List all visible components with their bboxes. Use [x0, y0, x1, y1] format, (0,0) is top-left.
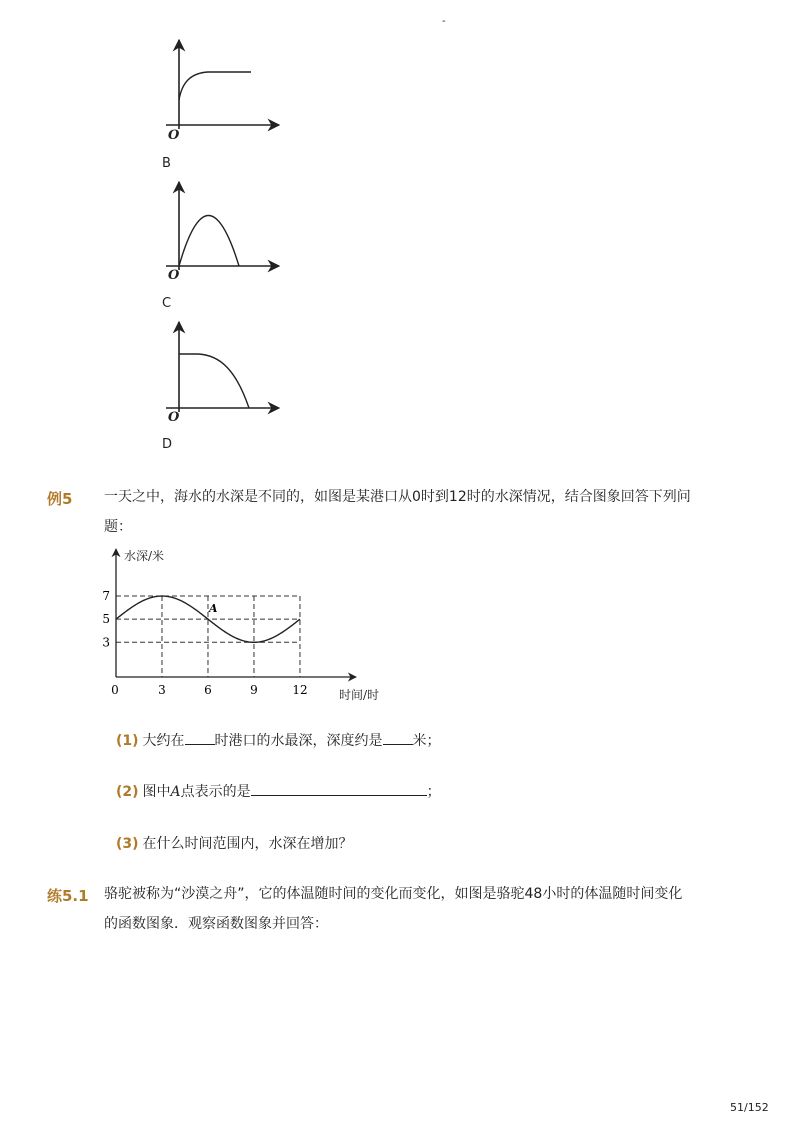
- question-2-end: ；: [426, 784, 441, 800]
- question-3: [116, 833, 353, 853]
- point-a-label: A: [208, 602, 218, 616]
- option-d-label: D: [162, 437, 173, 452]
- question-1: [116, 730, 441, 750]
- x-tick-9: 9: [250, 683, 258, 697]
- chart-y-label: 水深/米: [124, 549, 165, 563]
- example-5-tag: 例5: [47, 490, 73, 508]
- header-mark: -: [442, 16, 446, 27]
- option-d-graph: [158, 318, 284, 418]
- option-c-label: C: [162, 296, 172, 311]
- question-2-pre: 图中: [142, 784, 171, 800]
- option-d-origin: O: [168, 410, 180, 425]
- chart-gridlines: [116, 596, 300, 677]
- x-tick-6: 6: [204, 683, 212, 697]
- question-1-text-c: 米；: [412, 733, 441, 749]
- question-2: [116, 781, 441, 801]
- question-2-num: (2): [116, 784, 139, 800]
- practice-5-1-tag: 练5.1: [47, 887, 89, 905]
- water-depth-chart: [100, 545, 400, 707]
- x-tick-12: 12: [292, 683, 308, 697]
- example-5-text: [104, 482, 744, 542]
- question-1-text-b: 时港口的水最深，深度约是: [214, 733, 383, 749]
- example-5-line2: 题：: [104, 519, 132, 535]
- x-tick-3: 3: [158, 683, 166, 697]
- question-1-num: (1): [116, 733, 139, 749]
- option-b-label: B: [162, 156, 171, 171]
- question-3-text: 在什么时间范围内，水深在增加？: [142, 836, 353, 852]
- page-number: 51/152: [730, 1101, 769, 1114]
- chart-x-label: 时间/时: [339, 688, 380, 702]
- option-b-origin: O: [168, 128, 180, 143]
- answer-blank-1b[interactable]: [383, 730, 413, 745]
- question-3-num: (3): [116, 836, 139, 852]
- y-tick-7: 7: [102, 589, 110, 604]
- x-tick-0: 0: [111, 683, 119, 697]
- practice-line2: 的函数图象．观察函数图象并回答：: [104, 916, 328, 932]
- question-2-post: 点表示的是: [180, 784, 251, 800]
- y-tick-5: 5: [102, 612, 110, 627]
- chart-labels: [102, 589, 307, 697]
- y-tick-3: 3: [102, 635, 110, 650]
- example-5-line1: 一天之中，海水的水深是不同的，如图是某港口从0时到12时的水深情况，结合图象回答下列问: [104, 489, 691, 505]
- answer-blank-2[interactable]: [251, 781, 427, 796]
- option-c-origin: O: [168, 268, 180, 283]
- answer-blank-1a[interactable]: [185, 730, 215, 745]
- practice-5-1-text: [104, 879, 744, 939]
- question-1-text-a: 大约在: [142, 733, 185, 749]
- option-c-graph: [158, 178, 284, 278]
- practice-line1: 骆驼被称为“沙漠之舟”，它的体温随时间的变化而变化，如图是骆驼48小时的体温随时间变化: [104, 886, 683, 902]
- question-2-var: A: [170, 784, 181, 800]
